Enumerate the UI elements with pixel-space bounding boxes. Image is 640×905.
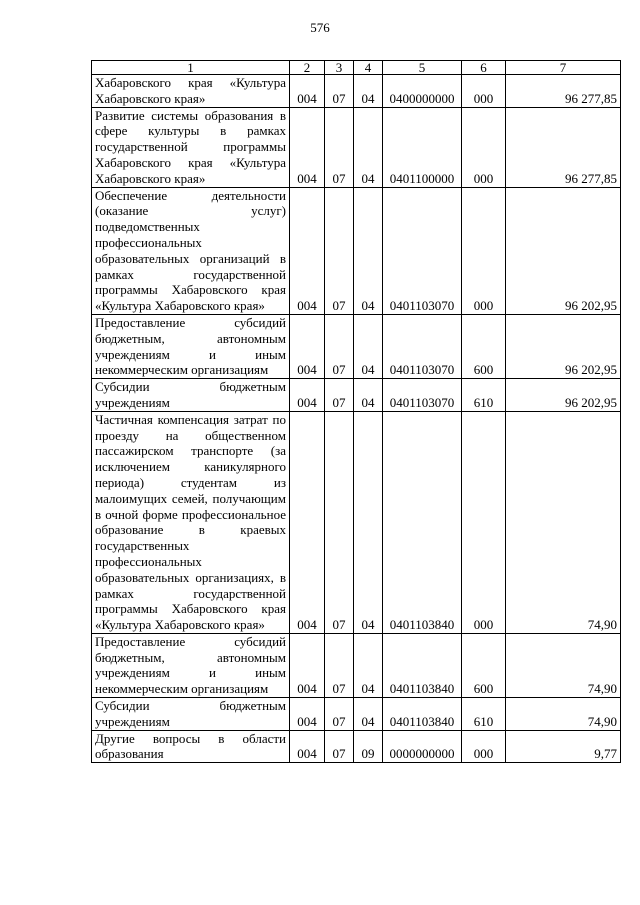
expense-type-code: 610	[462, 698, 506, 731]
table-row	[92, 187, 621, 314]
table-row	[92, 107, 621, 187]
amount: 96 277,85	[506, 75, 621, 108]
target-item-code: 0401103840	[383, 633, 462, 697]
ministry-code: 004	[290, 633, 325, 697]
target-item-code: 0401100000	[383, 107, 462, 187]
row-name: Обеспечение деятельности (оказание услуг) подведомственных профессиональных образовательных организаций в рамках государственной программы Хабаровского края «Культура Хабаровского края»	[92, 187, 290, 314]
column-header: 4	[354, 61, 383, 75]
column-header: 7	[506, 61, 621, 75]
table-row	[92, 379, 621, 412]
row-name: Другие вопросы в области образования	[92, 730, 290, 763]
row-name: Предоставление субсидий бюджетным, автономным учреждениям и иным некоммерческим организациям	[92, 633, 290, 697]
amount: 74,90	[506, 633, 621, 697]
section-code: 07	[325, 698, 354, 731]
target-item-code: 0400000000	[383, 75, 462, 108]
subsection-code: 04	[354, 75, 383, 108]
section-code: 07	[325, 411, 354, 633]
table-header-row	[92, 61, 621, 75]
expense-type-code: 000	[462, 411, 506, 633]
subsection-code: 04	[354, 187, 383, 314]
amount: 74,90	[506, 411, 621, 633]
row-name: Развитие системы образования в сфере культуры в рамках государственной программы Хабаровского края «Культура Хабаровского края»	[92, 107, 290, 187]
table-row	[92, 698, 621, 731]
column-header: 6	[462, 61, 506, 75]
row-name: Субсидии бюджетным учреждениям	[92, 698, 290, 731]
section-code: 07	[325, 107, 354, 187]
ministry-code: 004	[290, 730, 325, 763]
target-item-code: 0401103840	[383, 698, 462, 731]
page-number: 576	[310, 20, 330, 35]
ministry-code: 004	[290, 107, 325, 187]
ministry-code: 004	[290, 411, 325, 633]
table-row	[92, 633, 621, 697]
ministry-code: 004	[290, 187, 325, 314]
table-row	[92, 730, 621, 763]
expense-type-code: 000	[462, 107, 506, 187]
expense-type-code: 610	[462, 379, 506, 412]
expense-type-code: 000	[462, 187, 506, 314]
section-code: 07	[325, 379, 354, 412]
column-header: 1	[92, 61, 290, 75]
amount: 96 202,95	[506, 187, 621, 314]
ministry-code: 004	[290, 379, 325, 412]
target-item-code: 0401103840	[383, 411, 462, 633]
column-header: 3	[325, 61, 354, 75]
expense-type-code: 600	[462, 633, 506, 697]
budget-table	[91, 60, 621, 763]
table-row	[92, 411, 621, 633]
row-name: Предоставление субсидий бюджетным, автономным учреждениям и иным некоммерческим организациям	[92, 314, 290, 378]
target-item-code: 0000000000	[383, 730, 462, 763]
target-item-code: 0401103070	[383, 314, 462, 378]
subsection-code: 04	[354, 633, 383, 697]
expense-type-code: 000	[462, 75, 506, 108]
table-row	[92, 75, 621, 108]
row-name: Частичная компенсация затрат по проезду на общественном пассажирском транспорте (за исключением каникулярного периода) студентам из малоимущих семей, получающим в очной форме профессиональное образование в краевых государственных профессиональных образовательных организациях, в рамках государственной программы Хабаровского края «Культура Хабаровского края»	[92, 411, 290, 633]
target-item-code: 0401103070	[383, 187, 462, 314]
column-header: 5	[383, 61, 462, 75]
amount: 96 277,85	[506, 107, 621, 187]
amount: 9,77	[506, 730, 621, 763]
row-name: Хабаровского края «Культура Хабаровского края»	[92, 75, 290, 108]
subsection-code: 04	[354, 411, 383, 633]
target-item-code: 0401103070	[383, 379, 462, 412]
row-name: Субсидии бюджетным учреждениям	[92, 379, 290, 412]
column-header: 2	[290, 61, 325, 75]
section-code: 07	[325, 633, 354, 697]
amount: 96 202,95	[506, 314, 621, 378]
section-code: 07	[325, 314, 354, 378]
expense-type-code: 000	[462, 730, 506, 763]
amount: 74,90	[506, 698, 621, 731]
ministry-code: 004	[290, 698, 325, 731]
expense-type-code: 600	[462, 314, 506, 378]
subsection-code: 04	[354, 107, 383, 187]
subsection-code: 04	[354, 698, 383, 731]
amount: 96 202,95	[506, 379, 621, 412]
section-code: 07	[325, 75, 354, 108]
subsection-code: 04	[354, 379, 383, 412]
subsection-code: 09	[354, 730, 383, 763]
section-code: 07	[325, 187, 354, 314]
subsection-code: 04	[354, 314, 383, 378]
section-code: 07	[325, 730, 354, 763]
table-row	[92, 314, 621, 378]
ministry-code: 004	[290, 314, 325, 378]
ministry-code: 004	[290, 75, 325, 108]
